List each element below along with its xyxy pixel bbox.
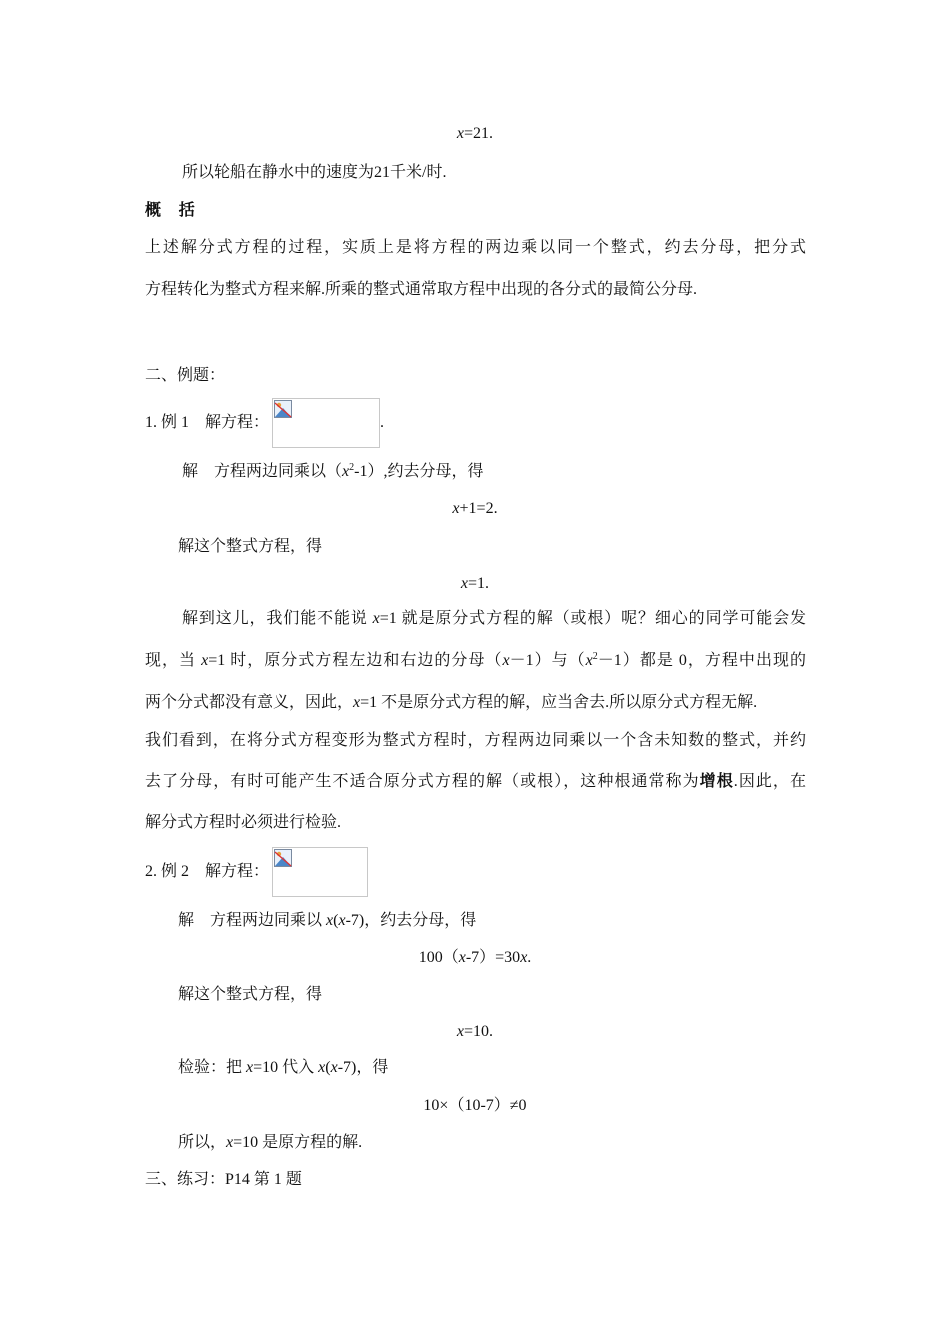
example-2-equation-image bbox=[272, 847, 368, 897]
example-1-equation-image bbox=[272, 398, 380, 448]
conclusion-line: 所以轮船在静水中的速度为21千米/时. bbox=[182, 164, 447, 181]
summary-heading: 概 括 bbox=[145, 202, 195, 219]
example-2-conclusion: 所以，x=10 是原方程的解. bbox=[178, 1134, 363, 1151]
example-1-label: 1. 例 1 解方程： bbox=[145, 414, 270, 431]
example-2-step-1: 解 方程两边同乘以 x(x-7)，约去分母，得 bbox=[178, 912, 477, 929]
explanation-line-2: 去了分母，有时可能产生不适合原分式方程的解（或根），这种根通常称为增根.因此，在 bbox=[145, 773, 806, 790]
example-1-step-2: 解这个整式方程，得 bbox=[178, 538, 323, 555]
example-2-label: 2. 例 2 解方程： bbox=[145, 863, 270, 880]
broken-image-icon bbox=[274, 400, 292, 418]
example-2-check: 检验：把 x=10 代入 x(x-7)，得 bbox=[178, 1059, 389, 1076]
explanation-line-3: 解分式方程时必须进行检验. bbox=[145, 814, 342, 831]
example-1-equation-2: x=1. bbox=[460, 575, 490, 592]
summary-line-1: 上述解分式方程的过程，实质上是将方程的两边乘以同一个整式，约去分母，把分式 bbox=[145, 239, 806, 256]
example-2-equation-1: 100（x-7）=30x. bbox=[418, 949, 532, 966]
extraneous-root-term: 增根 bbox=[699, 773, 734, 790]
equation-x-21: x=21. bbox=[456, 125, 494, 142]
explanation-line-1: 我们看到，在将分式方程变形为整式方程时，方程两边同乘以一个含未知数的整式，并约 bbox=[145, 732, 806, 749]
discussion-line-2: 现，当 x=1 时，原分式方程左边和右边的分母（x－1）与$(x^2-1)$都是 0，方程中出现的 bbox=[145, 651, 806, 669]
example-1-period: . bbox=[380, 414, 384, 431]
discussion-line-1: 解到这儿，我们能不能说 x=1 就是原分式方程的解（或根）呢？细心的同学可能会发 bbox=[182, 610, 806, 627]
discussion-line-3: 两个分式都没有意义，因此，x=1 不是原分式方程的解，应当舍去.所以原分式方程无解. bbox=[145, 694, 758, 711]
example-1-step-1: 解 方程两边同乘以$(x^2-1)$,约去分母，得 bbox=[182, 462, 484, 480]
example-1-equation-1: x+1=2. bbox=[452, 500, 498, 517]
summary-line-2: 方程转化为整式方程来解.所乘的整式通常取方程中出现的各分式的最简公分母. bbox=[145, 281, 698, 298]
broken-image-icon bbox=[274, 849, 292, 867]
example-2-equation-3: 10×（10-7）≠0 bbox=[423, 1097, 527, 1114]
section-2-heading: 二、例题： bbox=[145, 367, 226, 384]
section-3-heading: 三、练习：P14 第 1 题 bbox=[145, 1171, 302, 1188]
example-2-step-2: 解这个整式方程，得 bbox=[178, 986, 323, 1003]
example-2-equation-2: x=10. bbox=[456, 1023, 494, 1040]
